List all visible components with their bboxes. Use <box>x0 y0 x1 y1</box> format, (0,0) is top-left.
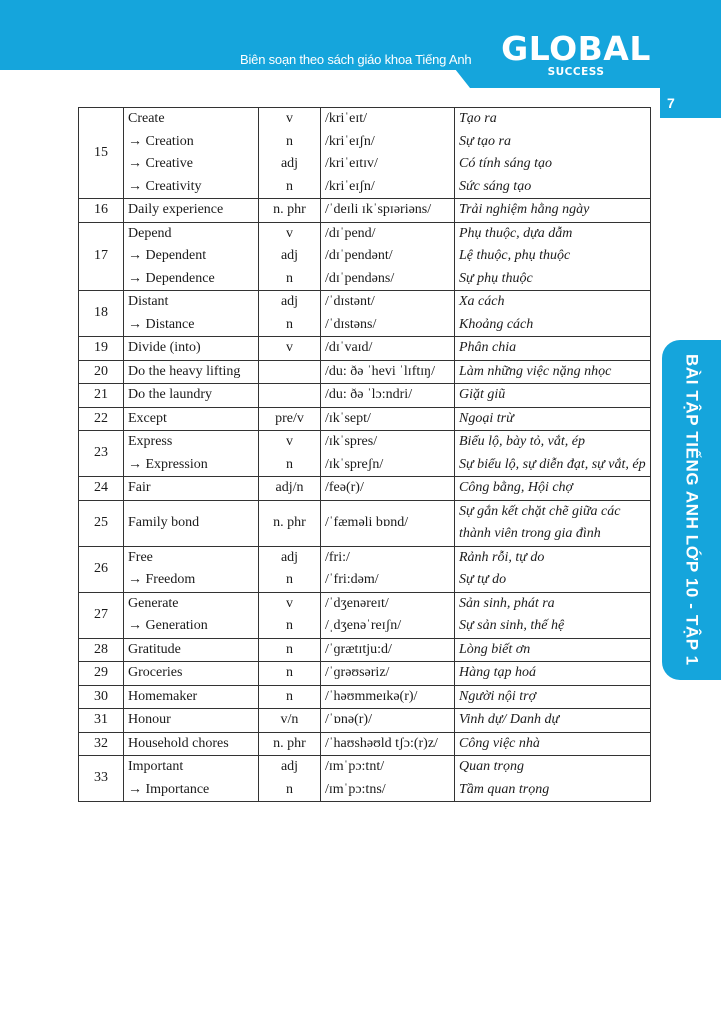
word-cell-line: Gratitude <box>128 641 181 657</box>
word-cell-line: → Creative <box>128 156 193 171</box>
word-cell <box>124 756 259 802</box>
meaning-cell-line: Có tính sáng tạo <box>459 156 552 171</box>
pronunciation-cell <box>321 709 455 733</box>
word-cell <box>124 291 259 337</box>
part-of-speech-cell-line: v/n <box>280 712 299 727</box>
pronunciation-cell <box>321 199 455 223</box>
table-row <box>79 384 651 408</box>
part-of-speech-cell <box>259 337 321 361</box>
page-number: 7 <box>660 88 721 118</box>
part-of-speech-cell-line: adj <box>280 549 299 565</box>
word-cell <box>124 108 259 199</box>
part-of-speech-cell-line: v <box>286 111 293 126</box>
meaning-cell-line: Làm những việc nặng nhọc <box>459 363 612 379</box>
word-cell-line: Express <box>128 434 173 449</box>
header-subtitle: Biên soạn theo sách giáo khoa Tiếng Anh <box>240 52 472 67</box>
word-cell-line: → Importance <box>128 781 210 797</box>
word-cell <box>124 477 259 501</box>
meaning-cell <box>455 662 651 686</box>
pronunciation-cell <box>321 360 455 384</box>
meaning-cell <box>455 756 651 802</box>
word-cell-line: Depend <box>128 225 172 241</box>
meaning-cell-line: Phụ thuộc, dựa dẫm <box>459 225 573 241</box>
pronunciation-cell-line: /dɪˈvaɪd/ <box>325 340 373 355</box>
table-row <box>79 199 651 223</box>
part-of-speech-cell-line: n <box>286 688 293 704</box>
meaning-cell-line: Sự phụ thuộc <box>459 270 533 286</box>
meaning-cell <box>455 291 651 337</box>
word-cell-line: Honour <box>128 712 171 727</box>
meaning-cell <box>455 108 651 199</box>
pronunciation-cell-line: /dɪˈpendəns/ <box>325 270 395 286</box>
side-tab-label: BÀI TẬP TIẾNG ANH LỚP 10 - TẬP 1 <box>682 354 702 666</box>
meaning-cell <box>455 477 651 501</box>
meaning-cell <box>455 685 651 709</box>
meaning-cell-line: Vinh dự/ Danh dự <box>459 712 560 727</box>
meaning-cell-line: Quan trọng <box>459 759 524 774</box>
meaning-cell-line: Tạo ra <box>459 111 497 126</box>
meaning-cell-line: Sự biểu lộ, sự diễn đạt, sự vắt, ép <box>459 456 646 472</box>
pronunciation-cell <box>321 546 455 592</box>
meaning-cell <box>455 199 651 223</box>
pronunciation-cell-line: /ˈhəʊmmeɪkə(r)/ <box>325 688 418 704</box>
meaning-cell-line: Sự tự do <box>459 572 507 587</box>
table-row <box>79 431 651 477</box>
row-number: 27 <box>79 592 124 638</box>
word-cell-line: → Dependent <box>128 248 207 263</box>
meaning-cell <box>455 592 651 638</box>
meaning-cell-line: Tầm quan trọng <box>459 781 550 797</box>
word-cell-line: → Creativity <box>128 178 202 194</box>
pronunciation-cell-line: /kriˈeɪtɪv/ <box>325 156 378 171</box>
table-row <box>79 500 651 546</box>
pronunciation-cell <box>321 431 455 477</box>
part-of-speech-cell-line: adj <box>280 248 299 263</box>
pronunciation-cell-line: /ˈɡrəʊsəriz/ <box>325 665 390 680</box>
part-of-speech-cell-line: adj <box>280 759 299 774</box>
pronunciation-cell <box>321 756 455 802</box>
pronunciation-cell <box>321 291 455 337</box>
table-row <box>79 291 651 337</box>
meaning-cell-line: Biểu lộ, bày tỏ, vắt, ép <box>459 434 585 449</box>
meaning-cell <box>455 337 651 361</box>
row-number: 30 <box>79 685 124 709</box>
part-of-speech-cell-line: n. phr <box>273 202 306 217</box>
pronunciation-cell <box>321 732 455 756</box>
word-cell <box>124 709 259 733</box>
part-of-speech-cell-line: n. phr <box>273 514 306 530</box>
pronunciation-cell-line: /ˈhaʊshəʊld tʃɔ:(r)z/ <box>325 735 438 751</box>
meaning-cell-line: Công bằng, Hội chợ <box>459 480 574 495</box>
table-row <box>79 685 651 709</box>
row-number: 23 <box>79 431 124 477</box>
meaning-cell <box>455 360 651 384</box>
row-number: 32 <box>79 732 124 756</box>
pronunciation-cell <box>321 477 455 501</box>
pronunciation-cell <box>321 685 455 709</box>
word-cell-line: Important <box>128 759 184 774</box>
meaning-cell-line: Người nội trợ <box>459 688 537 704</box>
part-of-speech-cell <box>259 500 321 546</box>
pronunciation-cell <box>321 108 455 199</box>
word-cell-line: → Freedom <box>128 572 196 587</box>
pronunciation-cell-line: /dɪˈpendənt/ <box>325 248 393 263</box>
row-number: 19 <box>79 337 124 361</box>
pronunciation-cell-line: /ɪkˈsept/ <box>325 410 371 426</box>
meaning-cell-line: Ngoại trừ <box>459 410 514 426</box>
row-number: 17 <box>79 222 124 291</box>
pronunciation-cell-line: /ˌdʒenəˈreɪʃn/ <box>325 618 402 633</box>
meaning-cell-line: Xa cách <box>459 294 505 309</box>
pronunciation-cell <box>321 662 455 686</box>
meaning-cell-line: Sức sáng tạo <box>459 178 532 194</box>
table-row <box>79 756 651 802</box>
word-cell-line: → Creation <box>128 133 194 149</box>
part-of-speech-cell-line: n <box>286 781 293 797</box>
pronunciation-cell-line: /kriˈeɪt/ <box>325 111 367 126</box>
part-of-speech-cell <box>259 431 321 477</box>
pronunciation-cell-line: /ɪkˈspreʃn/ <box>325 456 384 472</box>
word-cell <box>124 662 259 686</box>
meaning-cell-line: Sự tạo ra <box>459 133 511 149</box>
meaning-cell <box>455 500 651 546</box>
part-of-speech-cell-line: v <box>286 225 293 241</box>
pronunciation-cell-line: /dɪˈpend/ <box>325 225 376 241</box>
meaning-cell <box>455 222 651 291</box>
vocabulary-table <box>78 107 651 802</box>
table-row <box>79 638 651 662</box>
logo-main-text: GLOBAL <box>501 29 651 68</box>
word-cell <box>124 360 259 384</box>
part-of-speech-cell <box>259 108 321 199</box>
row-number: 15 <box>79 108 124 199</box>
row-number: 31 <box>79 709 124 733</box>
pronunciation-cell-line: /kriˈeɪʃn/ <box>325 133 375 149</box>
part-of-speech-cell-line: adj <box>280 294 299 309</box>
meaning-cell-line: Khoảng cách <box>459 316 534 332</box>
table-row <box>79 732 651 756</box>
part-of-speech-cell <box>259 732 321 756</box>
part-of-speech-cell <box>259 638 321 662</box>
word-cell-line: Generate <box>128 595 179 611</box>
meaning-cell-line: Sản sinh, phát ra <box>459 595 555 611</box>
part-of-speech-cell-line: v <box>286 434 293 449</box>
row-number: 26 <box>79 546 124 592</box>
table-row <box>79 337 651 361</box>
word-cell <box>124 638 259 662</box>
pronunciation-cell-line: /du: ðə ˈhevi ˈlɪftɪŋ/ <box>325 363 435 379</box>
pronunciation-cell-line: /ˈdeɪli ɪkˈspɪəriəns/ <box>325 202 432 217</box>
pronunciation-cell-line: /kriˈeɪʃn/ <box>325 178 375 194</box>
word-cell-line: Homemaker <box>128 688 198 704</box>
table-row <box>79 546 651 592</box>
word-cell-line: Divide (into) <box>128 340 201 355</box>
part-of-speech-cell <box>259 709 321 733</box>
table-row <box>79 592 651 638</box>
pronunciation-cell-line: /ɪkˈspres/ <box>325 434 378 449</box>
word-cell-line: Distant <box>128 294 169 309</box>
word-cell-line: Do the heavy lifting <box>128 363 241 379</box>
part-of-speech-cell-line: n <box>286 270 293 286</box>
table-row <box>79 709 651 733</box>
row-number: 22 <box>79 407 124 431</box>
meaning-cell-line: Lòng biết ơn <box>459 641 531 657</box>
word-cell-line: Family bond <box>128 514 200 530</box>
meaning-cell-line: Trải nghiệm hằng ngày <box>459 202 590 217</box>
pronunciation-cell-line: /ˈfæməli bɒnd/ <box>325 514 409 530</box>
word-cell <box>124 222 259 291</box>
word-cell-line: Free <box>128 549 153 565</box>
part-of-speech-cell-line: n <box>286 456 293 472</box>
pronunciation-cell <box>321 500 455 546</box>
row-number: 33 <box>79 756 124 802</box>
word-cell <box>124 592 259 638</box>
part-of-speech-cell <box>259 384 321 408</box>
word-cell-line: Create <box>128 111 165 126</box>
part-of-speech-cell <box>259 662 321 686</box>
pronunciation-cell-line: /ˈɡrætɪtju:d/ <box>325 641 392 657</box>
word-cell <box>124 407 259 431</box>
part-of-speech-cell-line: n. phr <box>273 735 306 751</box>
word-cell <box>124 384 259 408</box>
word-cell-line: Daily experience <box>128 202 224 217</box>
part-of-speech-cell <box>259 222 321 291</box>
word-cell-line: → Distance <box>128 316 195 332</box>
part-of-speech-cell-line: adj/n <box>275 480 304 495</box>
word-cell-line: Groceries <box>128 665 183 680</box>
pronunciation-cell <box>321 384 455 408</box>
row-number: 18 <box>79 291 124 337</box>
part-of-speech-cell <box>259 756 321 802</box>
meaning-cell-line: Giặt giũ <box>459 387 506 402</box>
part-of-speech-cell-line: n <box>286 641 293 657</box>
pronunciation-cell-line: /ˈdɪstənt/ <box>325 294 375 309</box>
word-cell <box>124 199 259 223</box>
word-cell <box>124 337 259 361</box>
pronunciation-cell-line: /fri:/ <box>325 549 350 565</box>
table-row <box>79 407 651 431</box>
part-of-speech-cell-line: v <box>286 340 293 355</box>
part-of-speech-cell-line: n <box>286 665 293 680</box>
word-cell <box>124 500 259 546</box>
pronunciation-cell-line: /ˈdɪstəns/ <box>325 316 377 332</box>
row-number: 29 <box>79 662 124 686</box>
word-cell <box>124 685 259 709</box>
word-cell-line: Except <box>128 410 167 426</box>
meaning-cell <box>455 638 651 662</box>
part-of-speech-cell-line: v <box>286 595 293 611</box>
pronunciation-cell-line: /ˈfri:dəm/ <box>325 572 379 587</box>
pronunciation-cell <box>321 638 455 662</box>
pronunciation-cell <box>321 407 455 431</box>
pronunciation-cell-line: /ɪmˈpɔ:tnt/ <box>325 759 385 774</box>
meaning-cell <box>455 709 651 733</box>
table-row <box>79 662 651 686</box>
meaning-cell-line: Hàng tạp hoá <box>459 665 536 680</box>
pronunciation-cell <box>321 592 455 638</box>
pronunciation-cell-line: /ˈdʒenəreɪt/ <box>325 595 389 611</box>
meaning-cell <box>455 407 651 431</box>
word-cell-line: → Generation <box>128 618 208 633</box>
word-cell <box>124 732 259 756</box>
row-number: 20 <box>79 360 124 384</box>
global-success-logo <box>496 29 656 78</box>
table-row <box>79 108 651 199</box>
part-of-speech-cell <box>259 685 321 709</box>
meaning-cell-line: Lệ thuộc, phụ thuộc <box>459 248 571 263</box>
row-number: 16 <box>79 199 124 223</box>
part-of-speech-cell-line: pre/v <box>275 410 304 426</box>
meaning-cell <box>455 732 651 756</box>
part-of-speech-cell <box>259 199 321 223</box>
meaning-cell <box>455 431 651 477</box>
meaning-cell-line: Công việc nhà <box>459 735 540 751</box>
word-cell-line: → Dependence <box>128 270 215 286</box>
part-of-speech-cell-line: n <box>286 316 293 332</box>
word-cell <box>124 431 259 477</box>
part-of-speech-cell-line: n <box>286 178 293 194</box>
logo-sub-text: SUCCESS <box>547 66 605 78</box>
part-of-speech-cell <box>259 291 321 337</box>
part-of-speech-cell-line: n <box>286 572 293 587</box>
row-number: 24 <box>79 477 124 501</box>
meaning-cell-line: Phân chia <box>459 340 517 355</box>
row-number: 28 <box>79 638 124 662</box>
meaning-cell <box>455 546 651 592</box>
word-cell-line: Household chores <box>128 735 229 751</box>
meaning-cell-line: Rảnh rỗi, tự do <box>459 549 545 565</box>
part-of-speech-cell <box>259 477 321 501</box>
meaning-cell <box>455 384 651 408</box>
word-cell <box>124 546 259 592</box>
pronunciation-cell-line: /feə(r)/ <box>325 480 364 495</box>
part-of-speech-cell <box>259 592 321 638</box>
pronunciation-cell <box>321 222 455 291</box>
table-row <box>79 477 651 501</box>
meaning-cell-line: Sự sản sinh, thế hệ <box>459 618 565 633</box>
part-of-speech-cell-line: n <box>286 133 293 149</box>
part-of-speech-cell-line: adj <box>280 156 299 171</box>
part-of-speech-cell-line: n <box>286 618 293 633</box>
pronunciation-cell <box>321 337 455 361</box>
word-cell-line: Do the laundry <box>128 387 212 402</box>
part-of-speech-cell <box>259 546 321 592</box>
meaning-cell-line: Sự gắn kết chặt chẽ giữa các thành viên trong gia đình <box>459 503 621 541</box>
row-number: 21 <box>79 384 124 408</box>
table-row <box>79 360 651 384</box>
word-cell-line: → Expression <box>128 456 208 472</box>
part-of-speech-cell <box>259 360 321 384</box>
word-cell-line: Fair <box>128 480 151 495</box>
table-row <box>79 222 651 291</box>
pronunciation-cell-line: /ɪmˈpɔ:tns/ <box>325 781 386 797</box>
row-number: 25 <box>79 500 124 546</box>
part-of-speech-cell <box>259 407 321 431</box>
pronunciation-cell-line: /du: ðə ˈlɔ:ndri/ <box>325 387 413 402</box>
pronunciation-cell-line: /ˈɒnə(r)/ <box>325 712 372 727</box>
